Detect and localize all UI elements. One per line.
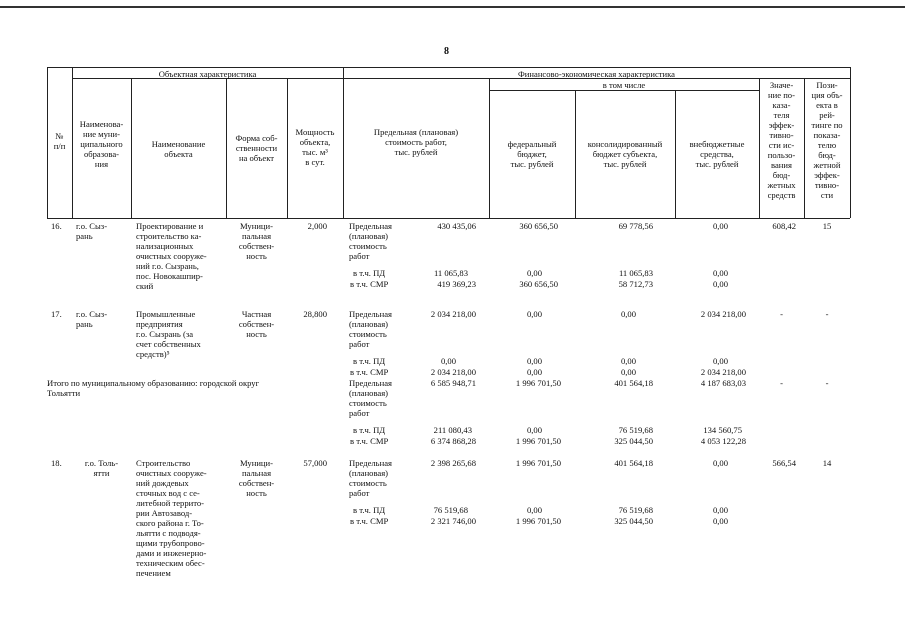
pd-label: в т.ч. ПД <box>353 425 386 435</box>
smr-extra: 4 053 122,28 <box>700 436 746 446</box>
rank-cell: - <box>825 378 829 388</box>
pd-federal: 0,00 <box>526 268 542 278</box>
including-header: в том числе <box>602 80 646 90</box>
row-number: 18. <box>51 458 62 468</box>
smr-extra: 0,00 <box>712 516 728 526</box>
extra-value: 0,00 <box>712 458 728 468</box>
smr-total: 6 374 868,28 <box>430 436 476 446</box>
smr-federal: 1 996 701,50 <box>515 436 561 446</box>
municipality-cell: г.о. Толь- ятти <box>84 458 119 478</box>
smr-label: в т.ч. СМР <box>350 367 389 377</box>
pd-label: в т.ч. ПД <box>353 505 386 515</box>
smr-total: 2 321 746,00 <box>430 516 476 526</box>
smr-label: в т.ч. СМР <box>350 516 389 526</box>
cost-label: Предельная (плановая) стоимость работ <box>349 309 392 349</box>
cost-label: Предельная (плановая) стоимость работ <box>349 378 392 418</box>
federal-value: 1 996 701,50 <box>515 378 561 388</box>
col-ownership-header: Форма соб- ственности на объект <box>235 133 278 163</box>
group-object-header: Объектная характеристика <box>158 69 257 79</box>
smr-label: в т.ч. СМР <box>350 436 389 446</box>
rank-cell: 15 <box>822 221 832 231</box>
efficiency-cell: - <box>780 309 783 319</box>
cost-label: Предельная (плановая) стоимость работ <box>349 221 392 261</box>
smr-federal: 360 656,50 <box>519 279 558 289</box>
smr-regional: 58 712,73 <box>618 279 653 289</box>
extra-value: 4 187 683,03 <box>700 378 746 388</box>
pd-extra: 0,00 <box>712 505 728 515</box>
pd-regional: 76 519,68 <box>618 425 653 435</box>
pd-regional: 11 065,83 <box>618 268 653 278</box>
pd-total: 11 065,83 <box>433 268 468 278</box>
ownership-cell: Муници- пальная собствен- ность <box>238 221 275 261</box>
extra-value: 0,00 <box>712 221 728 231</box>
smr-extra: 2 034 218,00 <box>700 367 746 377</box>
group-finance-header: Финансово-экономическая характеристика <box>518 69 675 79</box>
pd-total: 0,00 <box>440 356 456 366</box>
efficiency-cell: - <box>780 378 783 388</box>
regional-value: 401 564,18 <box>614 458 653 468</box>
top-rule <box>0 6 905 8</box>
capacity-cell: 28,800 <box>303 309 327 319</box>
regional-value: 401 564,18 <box>614 378 653 388</box>
smr-total: 419 369,23 <box>437 279 476 289</box>
rank-cell: 14 <box>822 458 832 468</box>
regional-value: 0,00 <box>620 309 636 319</box>
pd-extra: 0,00 <box>712 268 728 278</box>
col-border <box>850 67 851 218</box>
federal-value: 1 996 701,50 <box>515 458 561 468</box>
including-header-line <box>489 90 759 91</box>
cost-label: Предельная (плановая) стоимость работ <box>349 458 392 498</box>
total-cost: 430 435,06 <box>437 221 476 231</box>
pd-federal: 0,00 <box>526 505 542 515</box>
col-cost-header: Предельная (плановая) стоимость работ, тыс. рублей <box>373 127 459 157</box>
col-num-header: № п/п <box>53 131 66 151</box>
pd-total: 76 519,68 <box>433 505 468 515</box>
rank-cell: - <box>825 309 829 319</box>
municipality-cell: г.о. Сыз- рань <box>76 221 108 241</box>
efficiency-cell: 566,54 <box>772 458 796 468</box>
total-cost: 2 034 218,00 <box>430 309 476 319</box>
table-top-border <box>47 67 850 68</box>
col-regional-header: консолидированный бюджет субъекта, тыс. рублей <box>587 139 663 169</box>
capacity-cell: 2,000 <box>307 221 327 231</box>
municipality-cell: г.о. Сыз- рань <box>76 309 108 329</box>
row-number: 16. <box>51 221 62 231</box>
col-extra-header: внебюджетные средства, тыс. рублей <box>689 139 745 169</box>
pd-extra: 0,00 <box>712 356 728 366</box>
col-municipality-header: Наименова- ние муни- ципального образова- ния <box>79 119 124 169</box>
row-number: 17. <box>51 309 62 319</box>
pd-regional: 0,00 <box>620 356 636 366</box>
smr-extra: 0,00 <box>712 279 728 289</box>
pd-federal: 0,00 <box>526 425 542 435</box>
object-cell: Проектирование и строительство ка- нализационных очистных сооруже- ний г.о. Сызрань, пос. Новокашпир- ский <box>136 221 207 291</box>
ownership-cell: Частная собствен- ность <box>238 309 275 339</box>
smr-federal: 1 996 701,50 <box>515 516 561 526</box>
pd-total: 211 080,43 <box>433 425 472 435</box>
pd-label: в т.ч. ПД <box>353 356 386 366</box>
extra-value: 2 034 218,00 <box>700 309 746 319</box>
col-object-header: Наименование объекта <box>151 139 206 159</box>
regional-value: 69 778,56 <box>618 221 653 231</box>
federal-value: 0,00 <box>526 309 542 319</box>
object-cell: Строительство очистных сооруже- ний дождевых сточных вод с се- литебной террито- рии Автозавод- ского района г. То- льятти с подводя- щими трубопрово- дами и инженерно- техническим обес- печением <box>136 458 207 578</box>
smr-label: в т.ч. СМР <box>350 279 389 289</box>
pd-regional: 76 519,68 <box>618 505 653 515</box>
smr-regional: 0,00 <box>620 367 636 377</box>
pd-extra: 134 560,75 <box>703 425 742 435</box>
header-bottom-border <box>47 218 850 219</box>
col-capacity-header: Мощность объекта, тыс. м³ в сут. <box>295 127 335 167</box>
smr-regional: 325 044,50 <box>614 516 653 526</box>
col-federal-header: федеральный бюджет, тыс. рублей <box>507 139 557 169</box>
subtotal-label: Итого по муниципальному образованию: городской округ Тольятти <box>47 378 260 398</box>
capacity-cell: 57,000 <box>303 458 327 468</box>
smr-regional: 325 044,50 <box>614 436 653 446</box>
smr-total: 2 034 218,00 <box>430 367 476 377</box>
total-cost: 2 398 265,68 <box>430 458 476 468</box>
object-cell: Промышленные предприятия г.о. Сызрань (за счет собственных средств)⁵ <box>136 309 201 359</box>
total-cost: 6 585 948,71 <box>430 378 476 388</box>
efficiency-cell: 608,42 <box>772 221 796 231</box>
page-number: 8 <box>444 46 449 57</box>
smr-federal: 0,00 <box>526 367 542 377</box>
col-rank-header: Пози- ция объ- екта в рей- тинге по показа- телю бюд- жетной эффек- тивно- сти <box>811 80 843 200</box>
ownership-cell: Муници- пальная собствен- ность <box>238 458 275 498</box>
pd-label: в т.ч. ПД <box>353 268 386 278</box>
pd-federal: 0,00 <box>526 356 542 366</box>
col-efficiency-header: Значе- ние по- каза- теля эффек- тивно- сти ис- пользо- вания бюд- жетных средств <box>767 80 796 200</box>
federal-value: 360 656,50 <box>519 221 558 231</box>
